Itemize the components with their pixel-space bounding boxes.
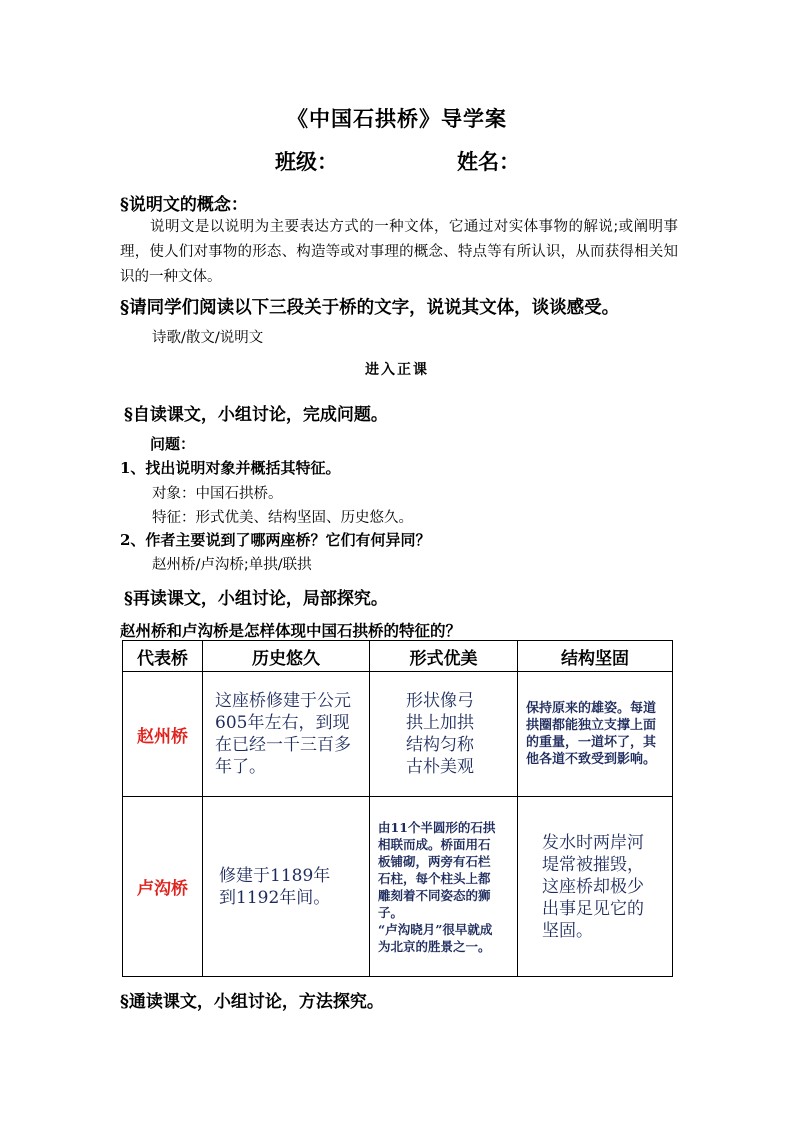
- lugou-history-text: 修建于1189年到1192年间。: [219, 865, 331, 908]
- zhaozhou-structure-text: 保持原来的雄姿。每道拱圈都能独立支撑上面的重量，一道坏了，其他各道不致受到影响。: [526, 701, 657, 767]
- section-method-heading: §通读课文，小组讨论，方法探究。: [120, 992, 384, 1012]
- bridge-features-table: [122, 640, 673, 977]
- class-label: 班级：: [275, 149, 338, 174]
- name-label: 姓名：: [457, 149, 520, 174]
- row-name-lugou: 卢沟桥: [123, 797, 203, 977]
- cell-lugou-form: [370, 797, 518, 977]
- genres-text: 诗歌/散文/说明文: [152, 330, 264, 346]
- row-name-zhaozhou: 赵州桥: [123, 672, 203, 797]
- zhaozhou-form-text: 形状像弓 拱上加拱 结构匀称 古朴美观: [406, 691, 474, 777]
- zhaozhou-history-text: 这座桥修建于公元605年左右，到现在已经一千三百多年了。: [215, 691, 351, 777]
- section-self-read-heading: §自读课文，小组讨论，完成问题。: [124, 405, 388, 425]
- table-row-zhaozhou: [123, 672, 673, 797]
- concept-paragraph: 说明文是以说明为主要表达方式的一种文体，它通过对实体事物的解说;或阐明事理，使人们对事物的形态、构造等或对事理的概念、特点等有所认识，从而获得相关知识的一种文体。: [120, 219, 678, 285]
- cell-zhaozhou-history: [203, 672, 370, 797]
- table-header-form: 形式优美: [370, 641, 518, 672]
- question-2: 2、作者主要说到了哪两座桥？它们有何异同？: [120, 531, 431, 549]
- lugou-structure-text: 发水时两岸河堤常被摧毁，这座桥却极少出事足见它的坚固。: [542, 832, 644, 941]
- table-header-row: [123, 641, 673, 672]
- table-row-lugou: [123, 797, 673, 977]
- section-reread-heading: §再读课文，小组讨论，局部探究。: [124, 589, 388, 609]
- enter-lesson-heading: 进入正课: [365, 362, 429, 378]
- lugou-form-text: 由11个半圆形的石拱相联而成。桥面用石板铺砌，两旁有石栏石柱，每个柱头上都雕刻着不同姿态的狮子。 “卢沟晓月”很早就成为北京的胜景之一。: [378, 819, 496, 954]
- question-1-object: 对象：中国石拱桥。: [152, 486, 283, 502]
- table-header-structure: 结构坚固: [518, 641, 673, 672]
- question-1-feature: 特征：形式优美、结构坚固、历史悠久。: [152, 510, 413, 526]
- section-read-heading: §请同学们阅读以下三段关于桥的文字，说说其文体，谈谈感受。: [120, 298, 620, 318]
- cell-zhaozhou-structure: [518, 672, 673, 797]
- cell-lugou-history: [203, 797, 370, 977]
- question-2-answer: 赵州桥/卢沟桥;单拱/联拱: [152, 557, 312, 573]
- table-header-bridge: 代表桥: [123, 641, 203, 672]
- cell-lugou-structure: [518, 797, 673, 977]
- page-title: 《中国石拱桥》导学案: [287, 106, 507, 131]
- section-concept-heading: §说明文的概念：: [120, 195, 248, 215]
- cell-zhaozhou-form: [370, 672, 518, 797]
- table-header-history: 历史悠久: [203, 641, 370, 672]
- table-question: 赵州桥和卢沟桥是怎样体现中国石拱桥的特征的？: [120, 621, 462, 640]
- question-1: 1、找出说明对象并概括其特征。: [120, 459, 341, 477]
- questions-label: 问题：: [150, 435, 196, 453]
